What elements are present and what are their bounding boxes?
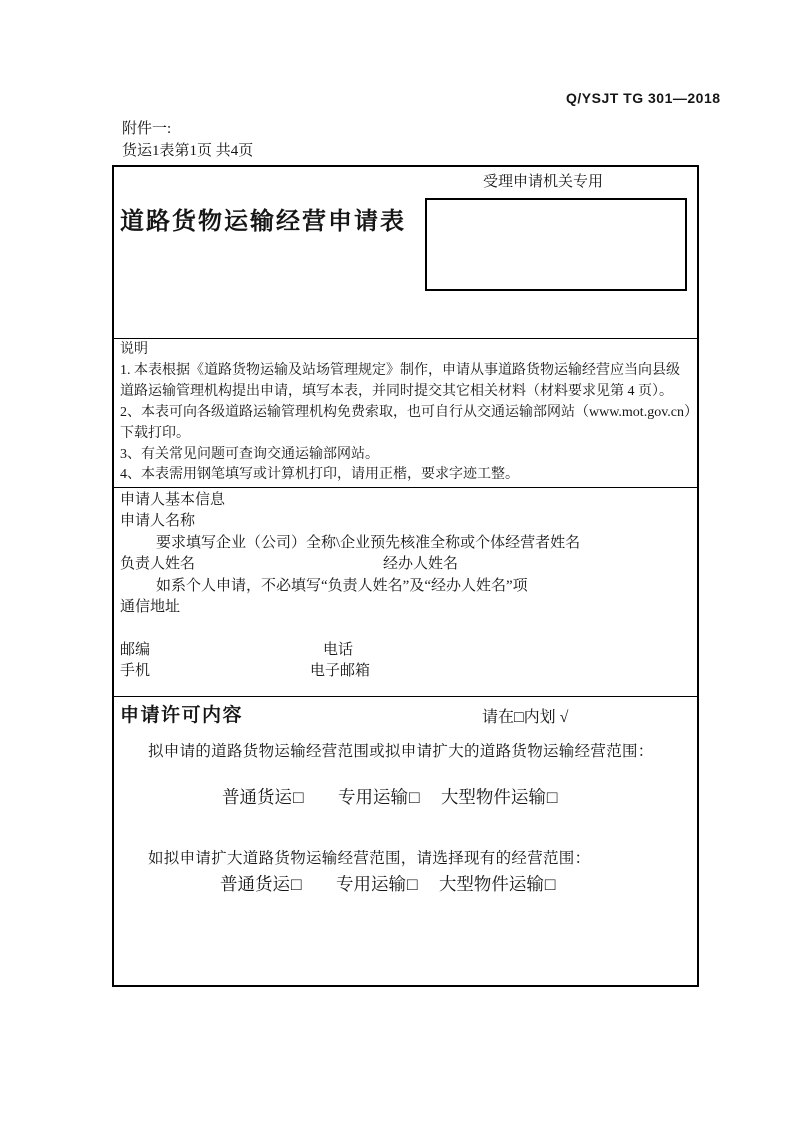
names-row	[120, 554, 693, 575]
agency-stamp-box	[425, 198, 687, 291]
option-label: 专用运输	[335, 874, 406, 894]
checkbox-special-transport-proposed[interactable]: □	[408, 787, 420, 807]
scope-options-row	[222, 784, 557, 809]
checkbox-large-object-transport-proposed[interactable]: □	[546, 787, 558, 807]
agent-name-label: 经办人姓名	[383, 556, 459, 573]
option-general-freight	[222, 784, 304, 809]
option-label: 专用运输	[337, 787, 408, 807]
divider	[114, 487, 697, 488]
checkbox-general-freight-existing[interactable]: □	[291, 874, 302, 894]
option-special-transport	[338, 784, 420, 809]
postcode-phone-row	[120, 640, 693, 661]
instruction-line: 3、有关常见问题可查询交通运输部网站。	[120, 446, 379, 462]
existing-options-row	[220, 871, 555, 896]
instruction-line: 2、本表可向各级道路运输管理机构免费索取，也可自行从交通运输部网站（www.mot.gov.cn）	[120, 404, 699, 420]
option-label: 普通货运	[222, 787, 292, 807]
mobile-label: 手机	[120, 663, 151, 680]
instruction-line: 道路运输管理机构提出申请，填写本表，并同时提交其它相关材料（材料要求见第 4 页）。	[120, 383, 673, 399]
application-form	[112, 165, 699, 987]
email-label: 电子邮箱	[310, 663, 371, 680]
document-standard-number: Q/YSJT TG 301—2018	[566, 90, 721, 106]
applicant-info-section	[120, 490, 693, 683]
option-general-freight	[220, 871, 302, 896]
page-info: 货运1表第1页 共4页	[122, 143, 254, 159]
personal-application-hint: 如系个人申请，不必填写“负责人姓名”及“经办人姓名”项	[156, 577, 528, 594]
option-label: 大型物件运输	[440, 787, 546, 807]
permit-section-heading: 申请许可内容	[120, 705, 244, 726]
divider	[114, 338, 697, 339]
tick-instruction: 请在□内划 √	[482, 709, 569, 726]
agency-use-label: 受理申请机关专用	[483, 174, 604, 190]
attachment-label: 附件一:	[122, 121, 172, 137]
postcode-label: 邮编	[120, 641, 151, 658]
instruction-line: 1. 本表根据《道路货物运输及站场管理规定》制作，申请从事道路货物运输经营应当向县级	[120, 362, 680, 378]
instruction-line: 4、本表需用钢笔填写或计算机打印，请用正楷，要求字迹工整。	[120, 467, 519, 483]
address-blank-line	[120, 618, 693, 639]
address-label: 通信地址	[120, 599, 181, 616]
existing-scope-prompt: 如拟申请扩大道路货物运输经营范围，请选择现有的经营范围：	[148, 850, 591, 867]
checkbox-general-freight-proposed[interactable]: □	[293, 787, 304, 807]
instructions-heading: 说明	[120, 342, 148, 357]
checkbox-special-transport-existing[interactable]: □	[406, 874, 418, 894]
option-label: 普通货运	[220, 874, 290, 894]
attachment-header	[122, 118, 253, 162]
scope-prompt: 拟申请的道路货物运输经营范围或拟申请扩大的道路货物运输经营范围：	[148, 743, 654, 760]
option-special-transport	[336, 871, 418, 896]
option-large-object-transport	[441, 784, 558, 809]
principal-name-label: 负责人姓名	[120, 556, 196, 573]
applicant-name-hint: 要求填写企业（公司）全称\企业预先核准全称或个体经营者姓名	[156, 534, 581, 551]
checkbox-large-object-transport-existing[interactable]: □	[544, 874, 556, 894]
divider	[114, 696, 697, 697]
form-title: 道路货物运输经营申请表	[120, 209, 406, 235]
applicant-name-label: 申请人名称	[120, 513, 196, 530]
phone-label: 电话	[323, 641, 354, 658]
applicant-section-heading: 申请人基本信息	[120, 492, 226, 508]
option-label: 大型物件运输	[438, 874, 544, 894]
option-large-object-transport	[439, 871, 556, 896]
mobile-email-row	[120, 661, 693, 682]
instructions-section	[120, 340, 699, 486]
instruction-line: 下载打印。	[120, 425, 190, 441]
